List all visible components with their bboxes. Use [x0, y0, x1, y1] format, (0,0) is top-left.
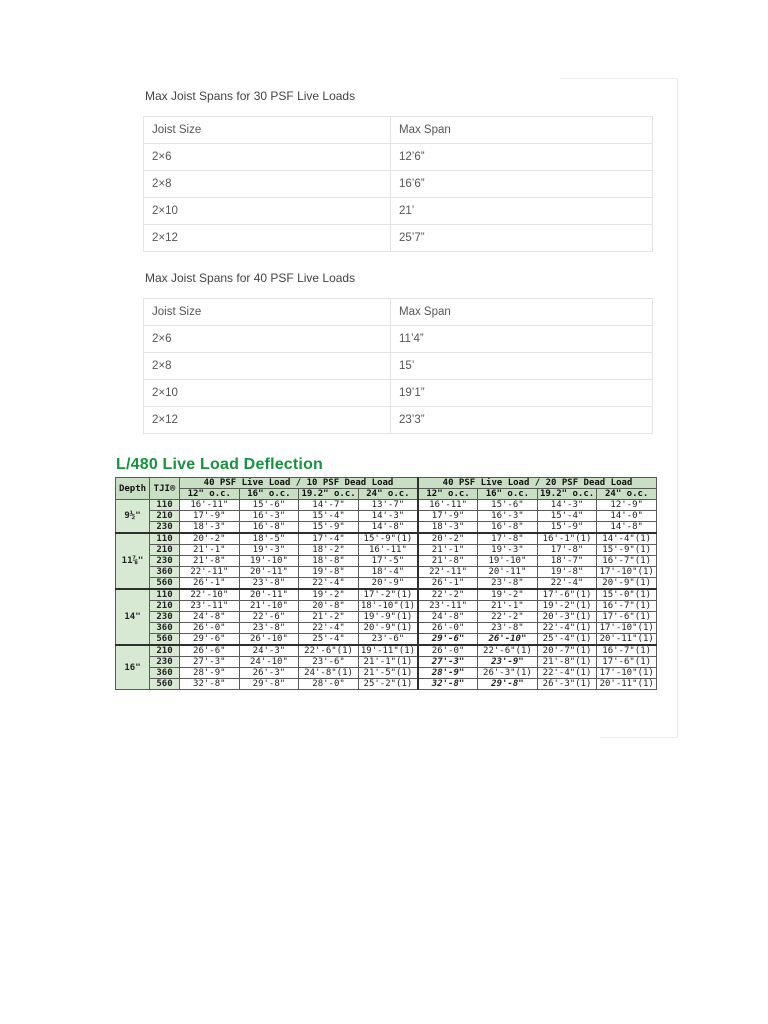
- depth-cell: 16": [116, 645, 150, 690]
- table-row: [116, 545, 657, 556]
- span-value-cell: 12'-9": [597, 500, 657, 511]
- spacing-header: 24" o.c.: [597, 489, 657, 500]
- spacing-header: 16" o.c.: [478, 489, 538, 500]
- span-value-cell: 17'-2"(1): [358, 589, 418, 601]
- span-value-cell: 17'-10"(1): [597, 623, 657, 634]
- span-value-cell: 20'-9": [358, 578, 418, 590]
- span-value-cell: 17'-10"(1): [597, 567, 657, 578]
- span-value-cell: 15'-9"(1): [597, 545, 657, 556]
- deflection-table-body: [116, 500, 657, 690]
- max-span-cell: 21’: [391, 198, 653, 225]
- tji-cell: 360: [150, 668, 180, 679]
- max-span-cell: 19’1”: [391, 380, 653, 407]
- span-value-cell: 23'-11": [418, 601, 478, 612]
- span-value-cell: 21'-1": [478, 601, 538, 612]
- joist-size-cell: 2×10: [144, 380, 391, 407]
- span-value-cell: 22'-10": [180, 589, 240, 601]
- span-value-cell: 29'-8": [239, 679, 299, 690]
- span-value-cell: 22'-4"(1): [537, 623, 597, 634]
- span-value-cell: 23'-9": [478, 657, 538, 668]
- joist-size-cell: 2×6: [144, 326, 391, 353]
- tji-cell: 230: [150, 522, 180, 534]
- table-row: [116, 578, 657, 590]
- table-row: [116, 533, 657, 545]
- spacing-header: 19.2" o.c.: [537, 489, 597, 500]
- tji-header: TJI®: [150, 478, 180, 500]
- table-row: [116, 601, 657, 612]
- span-value-cell: 14'-3": [358, 511, 418, 522]
- span-value-cell: 15'-6": [239, 500, 299, 511]
- joist-size-cell: 2×8: [144, 353, 391, 380]
- span-value-cell: 23'-8": [239, 578, 299, 590]
- span-value-cell: 21'-8": [180, 556, 240, 567]
- table-row: [116, 522, 657, 534]
- span-value-cell: 26'-0": [418, 623, 478, 634]
- span-value-cell: 22'-4"(1): [537, 668, 597, 679]
- span-value-cell: 21'-5"(1): [358, 668, 418, 679]
- span-value-cell: 14'-3": [537, 500, 597, 511]
- span-value-cell: 17'-6"(1): [537, 589, 597, 601]
- span-value-cell: 19'-11"(1): [358, 645, 418, 657]
- spacing-header: 16" o.c.: [239, 489, 299, 500]
- span-value-cell: 16'-8": [239, 522, 299, 534]
- span-value-cell: 15'-9": [537, 522, 597, 534]
- span-value-cell: 15'-4": [537, 511, 597, 522]
- span-value-cell: 15'-0"(1): [597, 589, 657, 601]
- tji-cell: 560: [150, 679, 180, 690]
- span-value-cell: 17'-6"(1): [597, 612, 657, 623]
- span-value-cell: 18'-8": [299, 556, 359, 567]
- span-value-cell: 29'-6": [180, 634, 240, 646]
- tji-cell: 230: [150, 657, 180, 668]
- table-row: [116, 679, 657, 690]
- span-value-cell: 20'-3"(1): [537, 612, 597, 623]
- depth-cell: 14": [116, 589, 150, 645]
- span-value-cell: 21'-2": [299, 612, 359, 623]
- span-value-cell: 28'-0": [299, 679, 359, 690]
- span-value-cell: 19'-8": [537, 567, 597, 578]
- span-value-cell: 32'-8": [180, 679, 240, 690]
- span-value-cell: 26'-1": [180, 578, 240, 590]
- span-value-cell: 16'-11": [180, 500, 240, 511]
- span-value-cell: 20'-7"(1): [537, 645, 597, 657]
- table-row: [116, 623, 657, 634]
- span-value-cell: 22'-6"(1): [478, 645, 538, 657]
- span-value-cell: 16'-7"(1): [597, 601, 657, 612]
- span-value-cell: 28'-9": [418, 668, 478, 679]
- table-row: [144, 144, 653, 171]
- table-row: [144, 198, 653, 225]
- span-value-cell: 23'-11": [180, 601, 240, 612]
- max-span-cell: 16’6”: [391, 171, 653, 198]
- span-value-cell: 17'-8": [478, 533, 538, 545]
- joist-size-cell: 2×10: [144, 198, 391, 225]
- span-value-cell: 14'-8": [358, 522, 418, 534]
- span-value-cell: 26'-3"(1): [478, 668, 538, 679]
- span-value-cell: 19'-10": [478, 556, 538, 567]
- span-value-cell: 19'-3": [478, 545, 538, 556]
- table-row: [116, 668, 657, 679]
- span-value-cell: 17'-6"(1): [597, 657, 657, 668]
- span-value-cell: 23'-6": [358, 634, 418, 646]
- span-value-cell: 28'-9": [180, 668, 240, 679]
- table-row: [116, 500, 657, 511]
- span-value-cell: 20'-9"(1): [597, 578, 657, 590]
- deflection-table: [115, 477, 657, 690]
- tji-cell: 230: [150, 556, 180, 567]
- span-value-cell: 17'-9": [180, 511, 240, 522]
- span-value-cell: 16'-11": [418, 500, 478, 511]
- group-header-10psf-dead: 40 PSF Live Load / 10 PSF Dead Load: [180, 478, 419, 489]
- deflection-group-header-row: [116, 478, 657, 489]
- span-value-cell: 16'-1"(1): [537, 533, 597, 545]
- tji-cell: 360: [150, 623, 180, 634]
- span-value-cell: 27'-3": [180, 657, 240, 668]
- span-value-cell: 32'-8": [418, 679, 478, 690]
- span-value-cell: 19'-2"(1): [537, 601, 597, 612]
- span-value-cell: 17'-5": [358, 556, 418, 567]
- span-value-cell: 26'-3": [239, 668, 299, 679]
- span-value-cell: 23'-8": [239, 623, 299, 634]
- span-value-cell: 26'-6": [180, 645, 240, 657]
- group-header-20psf-dead: 40 PSF Live Load / 20 PSF Dead Load: [418, 478, 657, 489]
- span-value-cell: 14'-4"(1): [597, 533, 657, 545]
- deflection-title: L/480 Live Load Deflection: [116, 456, 324, 473]
- span-value-cell: 23'-8": [478, 578, 538, 590]
- table-row: [144, 353, 653, 380]
- span-value-cell: 20'-11": [478, 567, 538, 578]
- span-value-cell: 20'-11"(1): [597, 679, 657, 690]
- span-value-cell: 16'-11": [358, 545, 418, 556]
- span-value-cell: 20'-2": [180, 533, 240, 545]
- span-value-cell: 22'-4": [537, 578, 597, 590]
- tji-cell: 560: [150, 634, 180, 646]
- span-value-cell: 15'-6": [478, 500, 538, 511]
- span-value-cell: 20'-11"(1): [597, 634, 657, 646]
- table-row: [116, 657, 657, 668]
- span-value-cell: 29'-8": [478, 679, 538, 690]
- span-value-cell: 20'-2": [418, 533, 478, 545]
- table-row: [116, 567, 657, 578]
- tji-cell: 210: [150, 511, 180, 522]
- table-row: [144, 326, 653, 353]
- spacing-header-row: [116, 489, 657, 500]
- frame-border-right: [677, 78, 678, 738]
- span-value-cell: 25'-2"(1): [358, 679, 418, 690]
- span-value-cell: 22'-6": [239, 612, 299, 623]
- span-value-cell: 18'-7": [537, 556, 597, 567]
- header-max-span: Max Span: [391, 117, 653, 144]
- span-value-cell: 19'-2": [299, 589, 359, 601]
- table-header-row: [144, 117, 653, 144]
- table-row: [116, 511, 657, 522]
- span-value-cell: 26'-1": [418, 578, 478, 590]
- span-value-cell: 24'-8"(1): [299, 668, 359, 679]
- joist-size-cell: 2×12: [144, 407, 391, 434]
- span-value-cell: 14'-7": [299, 500, 359, 511]
- spacing-header: 24" o.c.: [358, 489, 418, 500]
- span-value-cell: 21'-8"(1): [537, 657, 597, 668]
- span-value-cell: 26'-3"(1): [537, 679, 597, 690]
- tji-cell: 110: [150, 533, 180, 545]
- tji-cell: 110: [150, 589, 180, 601]
- tji-cell: 360: [150, 567, 180, 578]
- spacing-header: 12" o.c.: [180, 489, 240, 500]
- joist-size-cell: 2×6: [144, 144, 391, 171]
- table2-caption: Max Joist Spans for 40 PSF Live Loads: [145, 271, 356, 285]
- depth-cell: 11⅞": [116, 533, 150, 589]
- span-value-cell: 14'-0": [597, 511, 657, 522]
- table-row: [116, 645, 657, 657]
- tji-cell: 560: [150, 578, 180, 590]
- span-value-cell: 26'-10": [478, 634, 538, 646]
- span-value-cell: 26'-10": [239, 634, 299, 646]
- span-value-cell: 17'-4": [299, 533, 359, 545]
- span-value-cell: 21'-1": [418, 545, 478, 556]
- tji-cell: 110: [150, 500, 180, 511]
- span-value-cell: 16'-7"(1): [597, 556, 657, 567]
- max-span-cell: 15’: [391, 353, 653, 380]
- span-value-cell: 22'-2": [478, 612, 538, 623]
- span-value-cell: 26'-0": [180, 623, 240, 634]
- table-row: [116, 612, 657, 623]
- span-value-cell: 18'-3": [180, 522, 240, 534]
- span-value-cell: 19'-8": [299, 567, 359, 578]
- span-value-cell: 22'-4": [299, 623, 359, 634]
- max-span-cell: 12’6”: [391, 144, 653, 171]
- spacing-header: 12" o.c.: [418, 489, 478, 500]
- span-value-cell: 18'-4": [358, 567, 418, 578]
- span-value-cell: 26'-0": [418, 645, 478, 657]
- span-value-cell: 21'-10": [239, 601, 299, 612]
- max-span-cell: 11’4”: [391, 326, 653, 353]
- span-value-cell: 18'-2": [299, 545, 359, 556]
- span-value-cell: 14'-8": [597, 522, 657, 534]
- header-max-span: Max Span: [391, 299, 653, 326]
- span-value-cell: 24'-3": [239, 645, 299, 657]
- table-row: [144, 225, 653, 252]
- span-value-cell: 16'-3": [239, 511, 299, 522]
- tji-cell: 210: [150, 645, 180, 657]
- table-row: [116, 556, 657, 567]
- depth-cell: 9½": [116, 500, 150, 534]
- span-value-cell: 21'-1": [180, 545, 240, 556]
- span-value-cell: 24'-8": [180, 612, 240, 623]
- span-value-cell: 20'-11": [239, 567, 299, 578]
- span-value-cell: 22'-11": [180, 567, 240, 578]
- span-value-cell: 17'-8": [537, 545, 597, 556]
- spacing-header: 19.2" o.c.: [299, 489, 359, 500]
- span-value-cell: 15'-9"(1): [358, 533, 418, 545]
- span-value-cell: 25'-4"(1): [537, 634, 597, 646]
- span-value-cell: 15'-4": [299, 511, 359, 522]
- table-row: [116, 634, 657, 646]
- span-value-cell: 13'-7": [358, 500, 418, 511]
- span-value-cell: 18'-5": [239, 533, 299, 545]
- span-value-cell: 16'-8": [478, 522, 538, 534]
- span-value-cell: 19'-9"(1): [358, 612, 418, 623]
- span-value-cell: 27'-3": [418, 657, 478, 668]
- tji-cell: 230: [150, 612, 180, 623]
- joist-size-cell: 2×8: [144, 171, 391, 198]
- frame-border-bottom: [600, 737, 678, 738]
- table1-caption: Max Joist Spans for 30 PSF Live Loads: [145, 89, 356, 103]
- span-value-cell: 22'-11": [418, 567, 478, 578]
- span-value-cell: 19'-2": [478, 589, 538, 601]
- depth-header: Depth: [116, 478, 150, 500]
- span-value-cell: 23'-8": [478, 623, 538, 634]
- header-joist-size: Joist Size: [144, 117, 391, 144]
- table-row: [144, 171, 653, 198]
- span-value-cell: 19'-10": [239, 556, 299, 567]
- table-row: [144, 407, 653, 434]
- span-value-cell: 23'-6": [299, 657, 359, 668]
- max-span-cell: 23’3”: [391, 407, 653, 434]
- span-value-cell: 22'-4": [299, 578, 359, 590]
- span-value-cell: 24'-8": [418, 612, 478, 623]
- span-value-cell: 22'-2": [418, 589, 478, 601]
- span-value-cell: 16'-3": [478, 511, 538, 522]
- span-value-cell: 24'-10": [239, 657, 299, 668]
- span-table-30psf: [143, 116, 653, 252]
- tji-cell: 210: [150, 545, 180, 556]
- max-span-cell: 25’7”: [391, 225, 653, 252]
- span-value-cell: 15'-9": [299, 522, 359, 534]
- span-value-cell: 19'-3": [239, 545, 299, 556]
- frame-border-top: [560, 78, 678, 79]
- tji-cell: 210: [150, 601, 180, 612]
- span-value-cell: 17'-9": [418, 511, 478, 522]
- span-value-cell: 20'-8": [299, 601, 359, 612]
- table-row: [116, 589, 657, 601]
- span-value-cell: 18'-10"(1): [358, 601, 418, 612]
- span-value-cell: 17'-10"(1): [597, 668, 657, 679]
- span-value-cell: 20'-11": [239, 589, 299, 601]
- span-value-cell: 20'-9"(1): [358, 623, 418, 634]
- span-value-cell: 18'-3": [418, 522, 478, 534]
- span-value-cell: 16'-7"(1): [597, 645, 657, 657]
- table-row: [144, 380, 653, 407]
- table-header-row: [144, 299, 653, 326]
- joist-size-cell: 2×12: [144, 225, 391, 252]
- span-value-cell: 21'-1"(1): [358, 657, 418, 668]
- span-value-cell: 22'-6"(1): [299, 645, 359, 657]
- span-value-cell: 29'-6": [418, 634, 478, 646]
- header-joist-size: Joist Size: [144, 299, 391, 326]
- span-table-40psf: [143, 298, 653, 434]
- span-value-cell: 21'-8": [418, 556, 478, 567]
- span-value-cell: 25'-4": [299, 634, 359, 646]
